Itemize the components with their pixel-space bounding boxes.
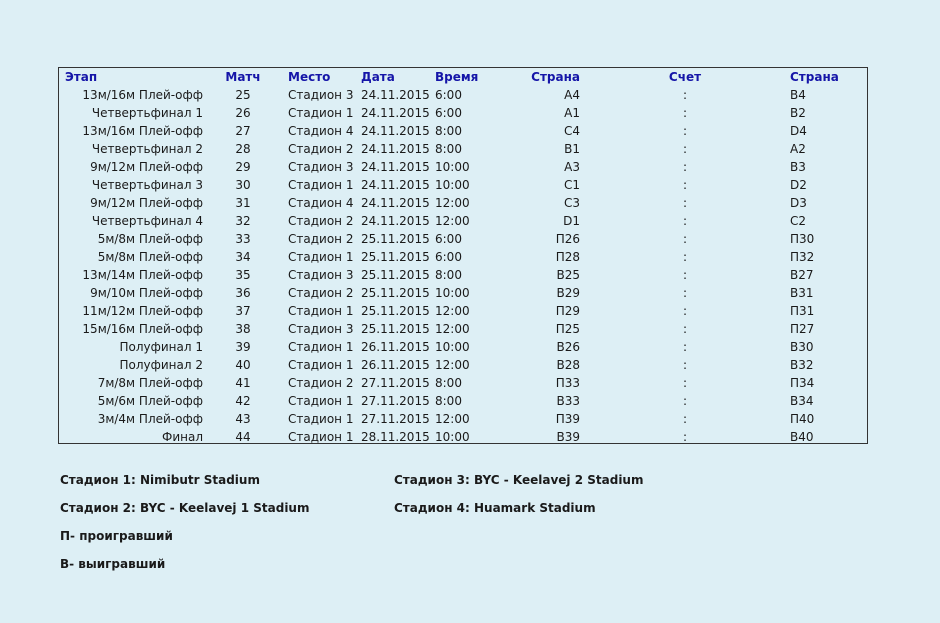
cell-team1: П33 <box>555 376 580 390</box>
cell-team1: B26 <box>556 340 580 354</box>
cell-team2: П32 <box>790 250 815 264</box>
cell-venue: Стадион 1 <box>288 394 354 408</box>
cell-team1: C3 <box>563 196 580 210</box>
cell-match: 40 <box>235 358 251 372</box>
cell-stage: 13м/14м Плей-офф <box>82 268 203 282</box>
cell-stage: 9м/12м Плей-офф <box>90 160 203 174</box>
cell-match: 43 <box>235 412 251 426</box>
cell-score: : <box>682 196 688 210</box>
cell-team1: B25 <box>556 268 580 282</box>
table-row <box>59 122 878 140</box>
cell-venue: Стадион 3 <box>288 268 354 282</box>
cell-team1: П26 <box>555 232 580 246</box>
cell-venue: Стадион 3 <box>288 322 354 336</box>
cell-time: 10:00 <box>435 430 470 444</box>
table-row <box>59 212 878 230</box>
cell-venue: Стадион 2 <box>288 214 354 228</box>
cell-venue: Стадион 1 <box>288 106 354 120</box>
cell-team2: B32 <box>790 358 814 372</box>
table-row <box>59 140 878 158</box>
cell-time: 10:00 <box>435 340 470 354</box>
cell-venue: Стадион 3 <box>288 160 354 174</box>
cell-stage: 5м/8м Плей-офф <box>97 250 203 264</box>
table-row <box>59 266 878 284</box>
cell-team2: П34 <box>790 376 815 390</box>
table-row <box>59 194 878 212</box>
cell-match: 25 <box>235 88 251 102</box>
legend-stadium-4: Стадион 4: Huamark Stadium <box>394 501 596 515</box>
cell-time: 10:00 <box>435 178 470 192</box>
cell-team1: A3 <box>564 160 580 174</box>
cell-match: 42 <box>235 394 251 408</box>
cell-venue: Стадион 1 <box>288 340 354 354</box>
cell-team2: B34 <box>790 394 814 408</box>
schedule-table-frame <box>58 67 868 444</box>
cell-team1: C1 <box>563 178 580 192</box>
cell-time: 6:00 <box>435 250 462 264</box>
cell-stage: 11м/12м Плей-офф <box>82 304 203 318</box>
table-row <box>59 158 878 176</box>
cell-date: 24.11.2015 <box>361 124 430 138</box>
cell-match: 39 <box>235 340 251 354</box>
header-time: Время <box>435 70 479 84</box>
cell-venue: Стадион 1 <box>288 412 354 426</box>
cell-score: : <box>682 160 688 174</box>
cell-time: 12:00 <box>435 358 470 372</box>
cell-stage: Четвертьфинал 1 <box>91 106 203 120</box>
cell-stage: 5м/6м Плей-офф <box>97 394 203 408</box>
cell-date: 24.11.2015 <box>361 196 430 210</box>
cell-date: 27.11.2015 <box>361 412 430 426</box>
cell-time: 8:00 <box>435 268 462 282</box>
cell-time: 8:00 <box>435 376 462 390</box>
cell-team2: A2 <box>790 142 806 156</box>
table-row <box>59 338 878 356</box>
cell-team1: П29 <box>555 304 580 318</box>
cell-score: : <box>682 142 688 156</box>
cell-date: 26.11.2015 <box>361 340 430 354</box>
cell-score: : <box>682 430 688 444</box>
table-row <box>59 392 878 410</box>
cell-stage: Четвертьфинал 2 <box>91 142 203 156</box>
cell-team1: D1 <box>563 214 580 228</box>
cell-stage: 15м/16м Плей-офф <box>82 322 203 336</box>
cell-score: : <box>682 394 688 408</box>
header-team1: Страна <box>531 70 580 84</box>
cell-team2: B2 <box>790 106 806 120</box>
cell-team1: B29 <box>556 286 580 300</box>
cell-team2: П40 <box>790 412 815 426</box>
cell-match: 28 <box>235 142 251 156</box>
cell-team2: П31 <box>790 304 815 318</box>
cell-stage: 9м/12м Плей-офф <box>90 196 203 210</box>
cell-date: 24.11.2015 <box>361 214 430 228</box>
cell-venue: Стадион 1 <box>288 304 354 318</box>
cell-score: : <box>682 178 688 192</box>
cell-team1: A4 <box>564 88 580 102</box>
table-header-row <box>59 68 878 86</box>
cell-date: 24.11.2015 <box>361 160 430 174</box>
cell-venue: Стадион 2 <box>288 286 354 300</box>
cell-time: 12:00 <box>435 196 470 210</box>
cell-stage: Четвертьфинал 3 <box>91 178 203 192</box>
cell-match: 30 <box>235 178 251 192</box>
table-row <box>59 410 878 428</box>
cell-team1: П28 <box>555 250 580 264</box>
cell-date: 24.11.2015 <box>361 142 430 156</box>
cell-venue: Стадион 2 <box>288 376 354 390</box>
cell-score: : <box>682 358 688 372</box>
cell-team2: B27 <box>790 268 814 282</box>
cell-stage: 3м/4м Плей-офф <box>97 412 203 426</box>
cell-team2: B3 <box>790 160 806 174</box>
cell-date: 24.11.2015 <box>361 106 430 120</box>
cell-team2: D3 <box>790 196 807 210</box>
cell-team2: B30 <box>790 340 814 354</box>
cell-time: 12:00 <box>435 412 470 426</box>
cell-time: 10:00 <box>435 286 470 300</box>
cell-stage: Финал <box>162 430 203 444</box>
cell-match: 36 <box>235 286 251 300</box>
cell-venue: Стадион 2 <box>288 142 354 156</box>
cell-score: : <box>682 250 688 264</box>
cell-score: : <box>682 322 688 336</box>
cell-stage: Четвертьфинал 4 <box>91 214 203 228</box>
table-row <box>59 302 878 320</box>
cell-time: 8:00 <box>435 394 462 408</box>
cell-stage: Полуфинал 1 <box>119 340 203 354</box>
header-score: Счет <box>668 70 702 84</box>
legend-loser: П- проигравший <box>60 529 173 543</box>
table-row <box>59 248 878 266</box>
cell-match: 38 <box>235 322 251 336</box>
cell-team1: C4 <box>563 124 580 138</box>
cell-match: 44 <box>235 430 251 444</box>
cell-time: 10:00 <box>435 160 470 174</box>
cell-team2: B40 <box>790 430 814 444</box>
cell-stage: Полуфинал 2 <box>119 358 203 372</box>
cell-score: : <box>682 304 688 318</box>
cell-date: 24.11.2015 <box>361 178 430 192</box>
header-match: Матч <box>225 70 261 84</box>
cell-score: : <box>682 232 688 246</box>
cell-match: 26 <box>235 106 251 120</box>
cell-stage: 13м/16м Плей-офф <box>82 124 203 138</box>
cell-score: : <box>682 106 688 120</box>
cell-time: 6:00 <box>435 106 462 120</box>
cell-team2: B4 <box>790 88 806 102</box>
table-row <box>59 104 878 122</box>
cell-stage: 13м/16м Плей-офф <box>82 88 203 102</box>
table-row <box>59 374 878 392</box>
cell-match: 27 <box>235 124 251 138</box>
header-date: Дата <box>361 70 395 84</box>
table-row <box>59 230 878 248</box>
cell-score: : <box>682 214 688 228</box>
cell-time: 6:00 <box>435 88 462 102</box>
cell-score: : <box>682 376 688 390</box>
cell-team1: B1 <box>564 142 580 156</box>
cell-venue: Стадион 1 <box>288 178 354 192</box>
cell-team2: П30 <box>790 232 815 246</box>
cell-team2: D4 <box>790 124 807 138</box>
legend-stadium-3: Стадион 3: BYC - Keelavej 2 Stadium <box>394 473 644 487</box>
cell-time: 6:00 <box>435 232 462 246</box>
cell-date: 25.11.2015 <box>361 286 430 300</box>
cell-score: : <box>682 412 688 426</box>
cell-date: 28.11.2015 <box>361 430 430 444</box>
table-row <box>59 284 878 302</box>
cell-date: 24.11.2015 <box>361 88 430 102</box>
table-row <box>59 320 878 338</box>
cell-venue: Стадион 1 <box>288 430 354 444</box>
cell-score: : <box>682 124 688 138</box>
cell-match: 35 <box>235 268 251 282</box>
cell-date: 25.11.2015 <box>361 304 430 318</box>
cell-date: 25.11.2015 <box>361 250 430 264</box>
cell-time: 8:00 <box>435 142 462 156</box>
cell-time: 8:00 <box>435 124 462 138</box>
table-row <box>59 428 878 446</box>
cell-team2: П27 <box>790 322 815 336</box>
cell-date: 25.11.2015 <box>361 268 430 282</box>
cell-score: : <box>682 268 688 282</box>
cell-date: 26.11.2015 <box>361 358 430 372</box>
cell-team1: B33 <box>556 394 580 408</box>
cell-stage: 5м/8м Плей-офф <box>97 232 203 246</box>
header-team2: Страна <box>790 70 839 84</box>
cell-stage: 9м/10м Плей-офф <box>90 286 203 300</box>
cell-date: 25.11.2015 <box>361 322 430 336</box>
cell-date: 27.11.2015 <box>361 394 430 408</box>
cell-time: 12:00 <box>435 304 470 318</box>
header-stage: Этап <box>65 70 98 84</box>
cell-match: 32 <box>235 214 251 228</box>
legend-stadium-2: Стадион 2: BYC - Keelavej 1 Stadium <box>60 501 310 515</box>
cell-venue: Стадион 4 <box>288 196 354 210</box>
cell-score: : <box>682 286 688 300</box>
cell-score: : <box>682 88 688 102</box>
legend-stadium-1: Стадион 1: Nimibutr Stadium <box>60 473 260 487</box>
cell-match: 33 <box>235 232 251 246</box>
table-row <box>59 86 878 104</box>
cell-match: 31 <box>235 196 251 210</box>
cell-match: 41 <box>235 376 251 390</box>
cell-team1: П25 <box>555 322 580 336</box>
cell-venue: Стадион 1 <box>288 250 354 264</box>
cell-team1: B28 <box>556 358 580 372</box>
cell-team2: D2 <box>790 178 807 192</box>
table-row <box>59 356 878 374</box>
cell-venue: Стадион 1 <box>288 358 354 372</box>
cell-date: 25.11.2015 <box>361 232 430 246</box>
cell-match: 34 <box>235 250 251 264</box>
cell-venue: Стадион 2 <box>288 232 354 246</box>
cell-team1: B39 <box>556 430 580 444</box>
cell-stage: 7м/8м Плей-офф <box>97 376 203 390</box>
cell-date: 27.11.2015 <box>361 376 430 390</box>
cell-time: 12:00 <box>435 322 470 336</box>
cell-match: 29 <box>235 160 251 174</box>
cell-team2: C2 <box>790 214 807 228</box>
cell-time: 12:00 <box>435 214 470 228</box>
cell-score: : <box>682 340 688 354</box>
legend-winner: В- выигравший <box>60 557 166 571</box>
schedule-table <box>59 68 878 446</box>
cell-team2: B31 <box>790 286 814 300</box>
cell-venue: Стадион 3 <box>288 88 354 102</box>
table-row <box>59 176 878 194</box>
cell-match: 37 <box>235 304 251 318</box>
cell-venue: Стадион 4 <box>288 124 354 138</box>
header-venue: Место <box>288 70 331 84</box>
cell-team1: A1 <box>564 106 580 120</box>
cell-team1: П39 <box>555 412 580 426</box>
